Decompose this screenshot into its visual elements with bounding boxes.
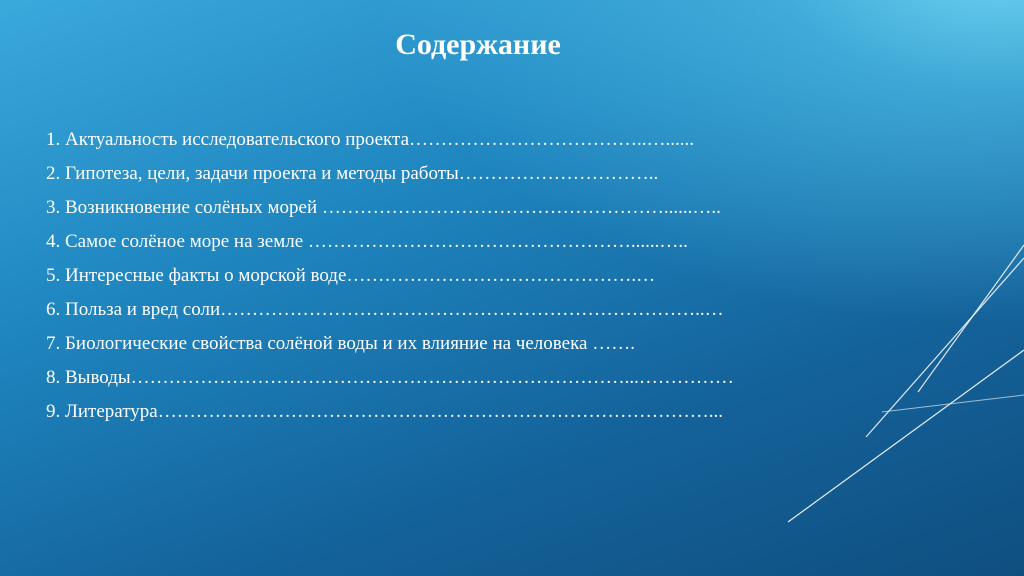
table-of-contents — [46, 130, 734, 436]
toc-item-5: 5. Интересные факты о морской воде……………………………………….… — [46, 265, 656, 286]
toc-item-2: 2. Гипотеза, цели, задачи проекта и методы работы………………………….. — [46, 163, 659, 184]
decor-line-2 — [866, 258, 1024, 437]
toc-item-9: 9. Литература……………………………………………………………………………... — [46, 401, 723, 422]
decor-line-4 — [882, 395, 1024, 412]
slide-title: Содержание — [395, 28, 561, 61]
decor-line-1 — [918, 245, 1024, 392]
toc-item-1: 1. Актуальность исследовательского проекта………………………………..…...... — [46, 129, 695, 150]
decor-line-3 — [788, 350, 1024, 522]
toc-item-4: 4. Самое солёное море на земле ……………………………………………......….. — [46, 231, 688, 252]
toc-item-3: 3. Возникновение солёных морей ………………………………………………......….. — [46, 197, 721, 218]
toc-item-7: 7. Биологические свойства солёной воды и их влияние на человека ……. — [46, 333, 635, 354]
toc-item-6: 6. Польза и вред соли…………………………………………………………………..… — [46, 299, 724, 320]
toc-item-8: 8. Выводы……………………………………………………………………...…………… — [46, 367, 734, 388]
